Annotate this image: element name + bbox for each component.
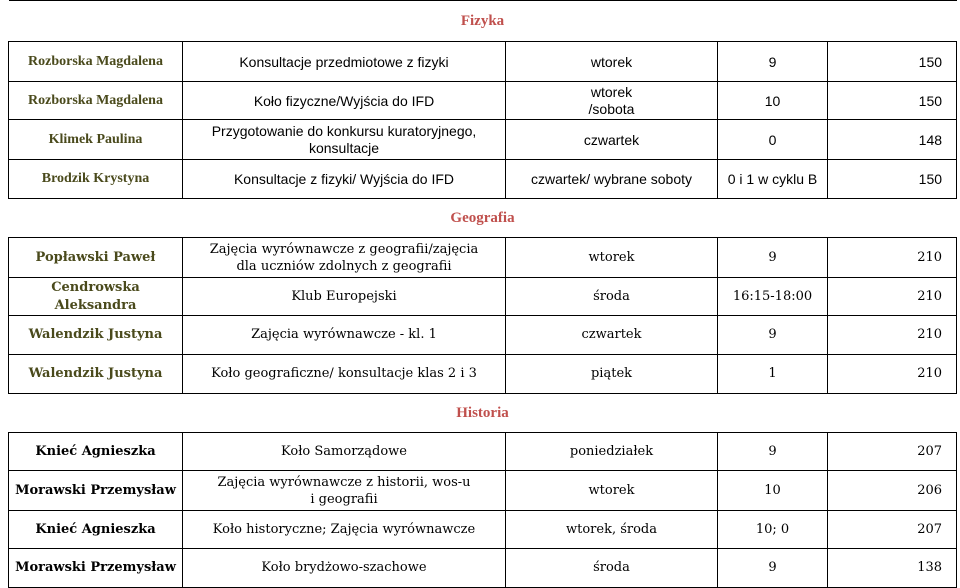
room: 207 [828, 511, 957, 549]
room: 150 [828, 82, 957, 120]
table-row [9, 511, 957, 549]
activity: Konsultacje z fizyki/ Wyjścia do IFD [183, 160, 506, 199]
hour: 9 [718, 238, 828, 278]
table-row [9, 471, 957, 511]
hour: 10 [718, 471, 828, 511]
teacher-name: Rozborska Magdalena [9, 42, 183, 82]
day: wtorek [506, 42, 718, 82]
day: czwartek [506, 120, 718, 160]
table-row [9, 160, 957, 199]
room: 150 [828, 42, 957, 82]
hour: 10; 0 [718, 511, 828, 549]
day: środa [506, 549, 718, 588]
activity: Koło fizyczne/Wyjścia do IFD [183, 82, 506, 120]
activity: Zajęcia wyrównawcze z historii, wos-u i geografii [183, 471, 506, 511]
room: 150 [828, 160, 957, 199]
table-row [9, 278, 957, 316]
table-row [9, 433, 957, 471]
day: poniedziałek [506, 433, 718, 471]
teacher-name: Morawski Przemysław [9, 549, 183, 588]
table-row [9, 82, 957, 120]
table-row [9, 42, 957, 82]
activity: Koło geograficzne/ konsultacje klas 2 i 3 [183, 355, 506, 394]
section-title-fizyka: Fizyka [9, 1, 957, 42]
hour: 0 [718, 120, 828, 160]
day: czwartek/ wybrane soboty [506, 160, 718, 199]
teacher-name: Klimek Paulina [9, 120, 183, 160]
table-row [9, 238, 957, 278]
activity: Zajęcia wyrównawcze - kl. 1 [183, 316, 506, 355]
activity: Zajęcia wyrównawcze z geografii/zajęcia dla uczniów zdolnych z geografii [183, 238, 506, 278]
section-title-geografia: Geografia [9, 199, 957, 238]
day: wtorek /sobota [506, 82, 718, 120]
hour: 0 i 1 w cyklu B [718, 160, 828, 199]
hour: 1 [718, 355, 828, 394]
room: 148 [828, 120, 957, 160]
day: wtorek, środa [506, 511, 718, 549]
teacher-name: Popławski Paweł [9, 238, 183, 278]
teacher-name: Walendzik Justyna [9, 316, 183, 355]
table-row [9, 316, 957, 355]
schedule-document [8, 0, 956, 586]
room: 210 [828, 355, 957, 394]
day: wtorek [506, 238, 718, 278]
section-title-historia: Historia [9, 394, 957, 433]
day: piątek [506, 355, 718, 394]
teacher-name: Cendrowska Aleksandra [9, 278, 183, 316]
day: czwartek [506, 316, 718, 355]
activity: Koło historyczne; Zajęcia wyrównawcze [183, 511, 506, 549]
teacher-name: Walendzik Justyna [9, 355, 183, 394]
hour: 16:15-18:00 [718, 278, 828, 316]
room: 138 [828, 549, 957, 588]
activity: Przygotowanie do konkursu kuratoryjnego, konsultacje [183, 120, 506, 160]
schedule-table [8, 0, 957, 588]
room: 207 [828, 433, 957, 471]
room: 210 [828, 278, 957, 316]
teacher-name: Rozborska Magdalena [9, 82, 183, 120]
day: wtorek [506, 471, 718, 511]
activity: Klub Europejski [183, 278, 506, 316]
hour: 9 [718, 433, 828, 471]
activity: Koło Samorządowe [183, 433, 506, 471]
room: 210 [828, 238, 957, 278]
teacher-name: Knieć Agnieszka [9, 511, 183, 549]
hour: 9 [718, 42, 828, 82]
table-row [9, 355, 957, 394]
activity: Konsultacje przedmiotowe z fizyki [183, 42, 506, 82]
room: 206 [828, 471, 957, 511]
table-row [9, 549, 957, 588]
teacher-name: Brodzik Krystyna [9, 160, 183, 199]
hour: 10 [718, 82, 828, 120]
teacher-name: Knieć Agnieszka [9, 433, 183, 471]
teacher-name: Morawski Przemysław [9, 471, 183, 511]
table-row [9, 120, 957, 160]
room: 210 [828, 316, 957, 355]
day: środa [506, 278, 718, 316]
hour: 9 [718, 549, 828, 588]
hour: 9 [718, 316, 828, 355]
activity: Koło brydżowo-szachowe [183, 549, 506, 588]
